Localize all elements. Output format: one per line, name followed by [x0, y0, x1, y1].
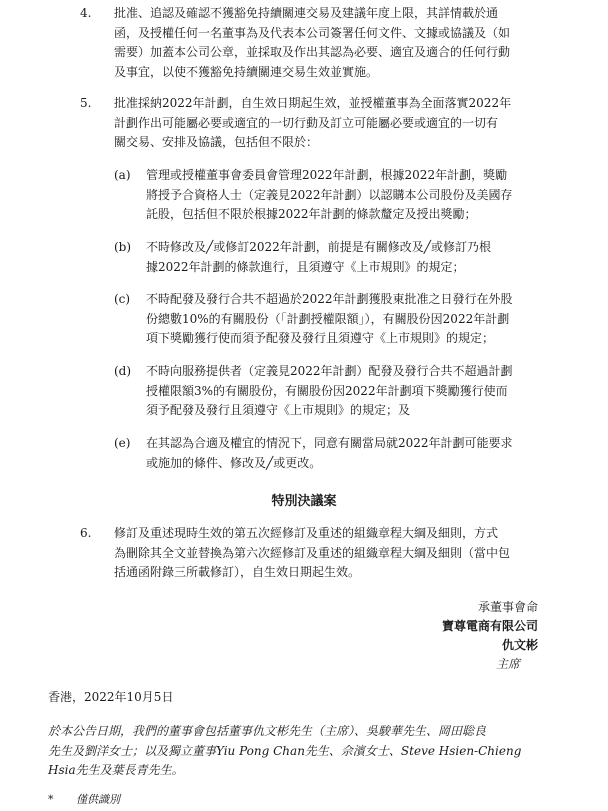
paragraph-line: 批准採納2022年計劃，自生效日期起生效，並授權董事為全面落實2022年	[114, 96, 512, 110]
subitem-paragraph	[146, 434, 544, 473]
subitem-label: (a)	[114, 168, 131, 182]
paragraph-line: 在其認為合適及權宜的情況下，同意有關當局就2022年計劃可能要求	[146, 436, 513, 450]
date-line: 香港，2022年10月5日	[48, 690, 174, 704]
paragraph-line: 須予配發及發行且須遵守《上市規則》的規定；及	[146, 403, 411, 417]
resolution-paragraph	[114, 4, 544, 82]
subitem-paragraph	[146, 238, 544, 277]
paragraph-line: 不時配發及發行合共不超過於2022年計劃獲股東批准之日發行在外股	[146, 292, 513, 306]
paragraph-line: 關交易、安排及協議，包括但不限於：	[114, 135, 319, 149]
item-number: 5.	[80, 96, 92, 110]
subitem-paragraph	[146, 362, 544, 421]
paragraph-line: 或施加的條件、修改及╱或更改。	[146, 455, 322, 470]
paragraph-line: 不時修改及╱或修訂2022年計劃，前提是有關修改及╱或修訂乃根	[146, 240, 491, 254]
footnote-mark: *	[48, 793, 54, 806]
paragraph-line: 需要）加蓋本公司公章，並採取及作出其認為必要、適宜及適合的任何行動	[114, 45, 511, 59]
company-name: 寶尊電商有限公司	[441, 619, 538, 633]
paragraph-line: 括通函附錄三所載修訂），自生效日期起生效。	[114, 565, 361, 579]
subitem-label: (e)	[114, 436, 131, 450]
paragraph-line: 託股，包括但不限於根據2022年計劃的條款釐定及授出獎勵；	[146, 207, 477, 221]
paragraph-line: 先生及劉洋女士；以及獨立董事Yiu Pong Chan先生、佘濱女士、Steve Hsien-Chieng	[48, 743, 522, 758]
resolution-paragraph	[114, 524, 544, 583]
paragraph-line: 不時向服務提供者（定義見2022年計劃）配發及發行合共不超過計劃	[146, 364, 513, 378]
special-resolution-heading: 特別決議案	[271, 494, 337, 509]
paragraph-line: 為刪除其全文並替換為第六次經修訂及重述的組織章程大綱及細則（當中包	[114, 545, 511, 560]
chairman-name: 仇文彬	[501, 638, 538, 652]
paragraph-line: 計劃作出可能屬必要或適宜的一切行動及訂立可能屬必要或適宜的一切有	[114, 115, 499, 130]
paragraph-line: 及事宜，以使不獲豁免持續關連交易生效並實施。	[114, 64, 379, 79]
paragraph-line: Hsia先生及葉長青先生。	[48, 763, 184, 777]
paragraph-line: 份總數10%的有關股份（「計劃授權限額」），有關股份因2022年計劃	[146, 311, 510, 326]
paragraph-line: 函，及授權任何一名董事為及代表本公司簽署任何文件、文據或協議及（如	[114, 25, 511, 40]
resolution-paragraph	[114, 94, 544, 153]
paragraph-line: 管理或授權董事會委員會管理2022年計劃，根據2022年計劃，獎勵	[146, 168, 508, 182]
paragraph-line: 項下獎勵獲行使而須予配發及發行且須遵守《上市規則》的規定；	[146, 331, 495, 345]
signature-line: 承董事會命	[477, 600, 538, 614]
board-composition	[48, 722, 548, 781]
subitem-label: (d)	[114, 364, 132, 378]
subitem-paragraph	[146, 166, 544, 225]
subitem-paragraph	[146, 290, 544, 349]
item-number: 6.	[80, 526, 92, 540]
item-number: 4.	[80, 6, 92, 20]
subitem-label: (c)	[114, 292, 131, 306]
subitem-label: (b)	[114, 240, 132, 254]
paragraph-line: 將授予合資格人士（定義見2022年計劃）以認購本公司股份及美國存	[146, 187, 513, 202]
paragraph-line: 於本公告日期，我們的董事會包括董事仇文彬先生（主席）、吳駿華先生、岡田聡良	[48, 724, 487, 738]
footnote-text: 僅供識別	[76, 793, 120, 806]
paragraph-line: 批准、追認及確認不獲豁免持續關連交易及建議年度上限，其詳情載於通	[114, 6, 499, 20]
signature-block	[442, 598, 538, 674]
chairman-title: 主席	[495, 657, 520, 671]
paragraph-line: 修訂及重述現時生效的第五次經修訂及重述的組織章程大綱及細則，方式	[114, 526, 499, 540]
paragraph-line: 授權限額3%的有關股份，有關股份因2022年計劃項下獎勵獲行使而	[146, 383, 508, 398]
paragraph-line: 據2022年計劃的條款進行，且須遵守《上市規則》的規定；	[146, 259, 465, 274]
